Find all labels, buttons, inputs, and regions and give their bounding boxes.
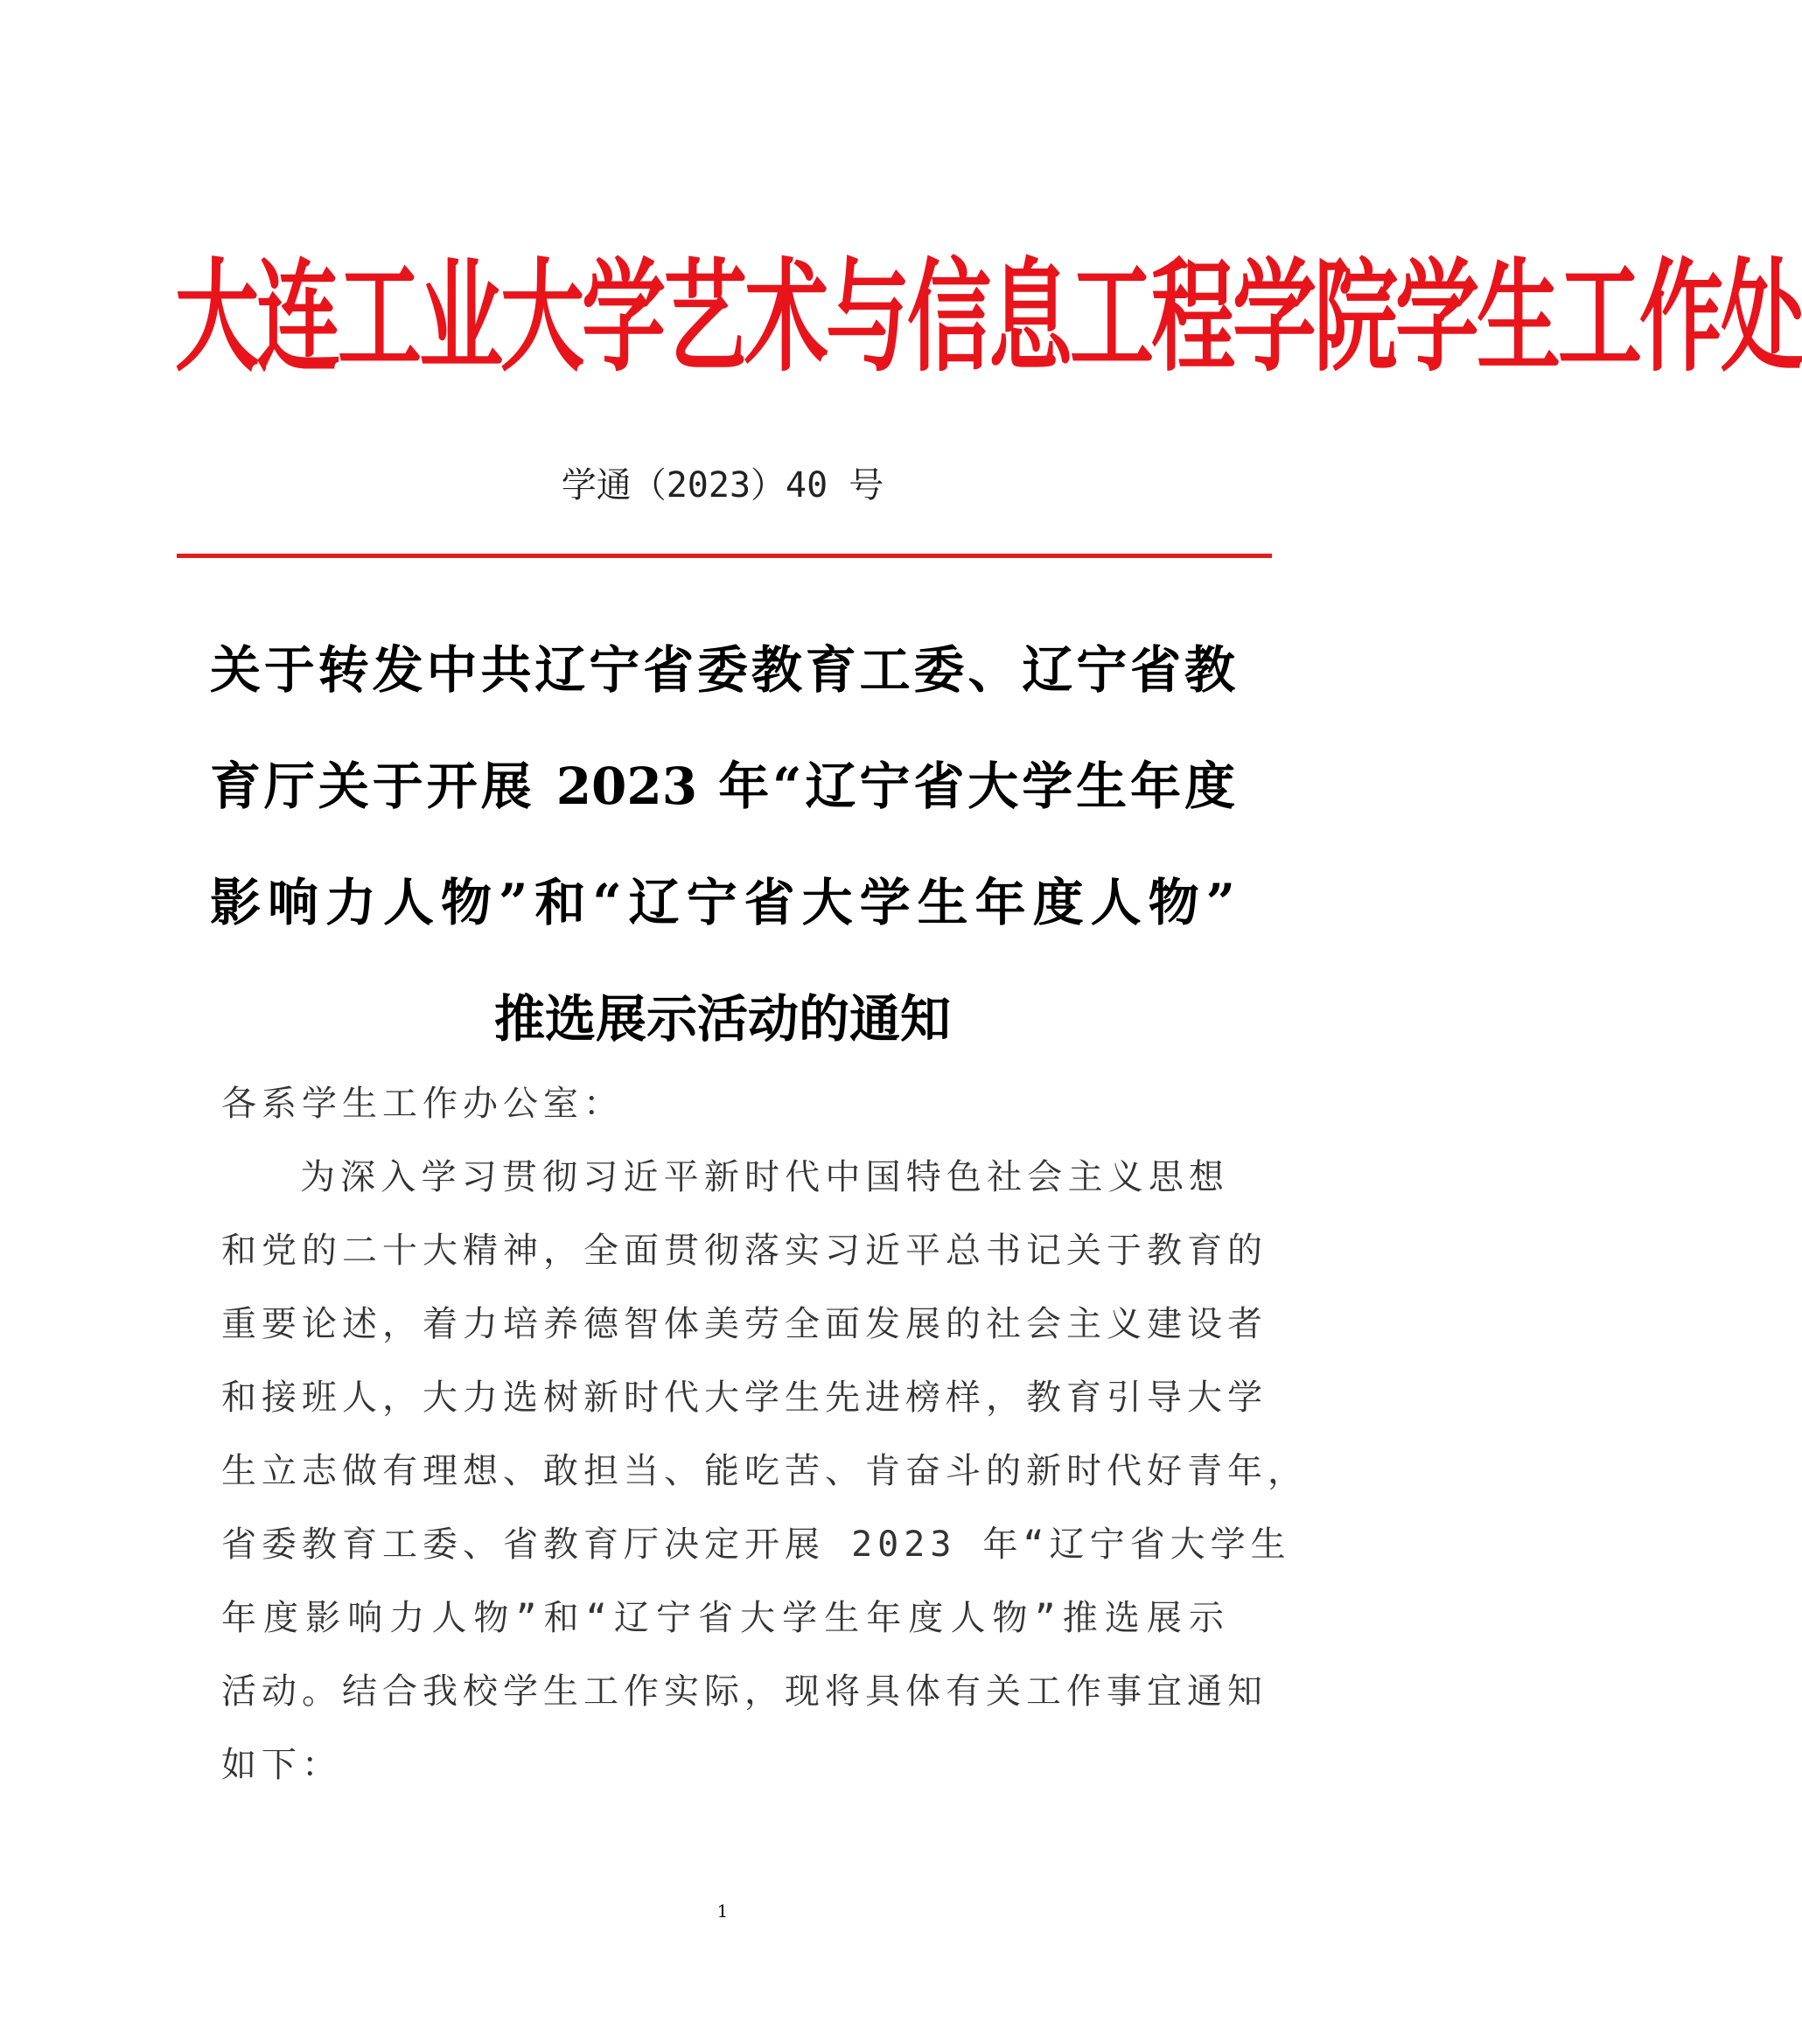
paragraph-line: 活动。结合我校学生工作实际，现将具体有关工作事宜通知 [221, 1671, 1268, 1712]
notice-body [221, 1067, 1308, 1802]
title-line-3: 影响力人物”和“辽宁省大学生年度人物” [210, 873, 1235, 932]
page-number: 1 [716, 1901, 729, 1922]
paragraph-line: 为深入学习贯彻习近平新时代中国特色社会主义思想 [300, 1157, 1229, 1197]
title-line-2: 育厅关于开展 2023 年“辽宁省大学生年度 [210, 757, 1235, 816]
paragraph-line: 重要论述，着力培养德智体美劳全面发展的社会主义建设者 [221, 1304, 1268, 1344]
red-divider [177, 554, 1272, 558]
paragraph-line: 生立志做有理想、敢担当、能吃苦、肯奋斗的新时代好青年， [221, 1451, 1308, 1491]
title-line-4: 推选展示活动的通知 [493, 989, 951, 1049]
document-number: 学通（2023）40 号 [561, 465, 884, 506]
title-line-1: 关于转发中共辽宁省委教育工委、辽宁省教 [210, 640, 1235, 700]
issuer-heading: 大连工业大学艺术与信息工程学院学生工作处 [175, 246, 1802, 389]
paragraph-line: 如下： [221, 1745, 342, 1785]
notice-title [210, 612, 1235, 1078]
paragraph-line: 年度影响力人物”和“辽宁省大学生年度人物”推选展示 [221, 1598, 1229, 1638]
paragraph-line: 和接班人，大力选树新时代大学生先进榜样，教育引导大学 [221, 1378, 1268, 1418]
salutation: 各系学生工作办公室： [221, 1084, 624, 1124]
paragraph-line: 和党的二十大精神，全面贯彻落实习近平总书记关于教育的 [221, 1231, 1268, 1271]
paragraph-line: 省委教育工委、省教育厅决定开展 2023 年“辽宁省大学生 [221, 1524, 1291, 1565]
